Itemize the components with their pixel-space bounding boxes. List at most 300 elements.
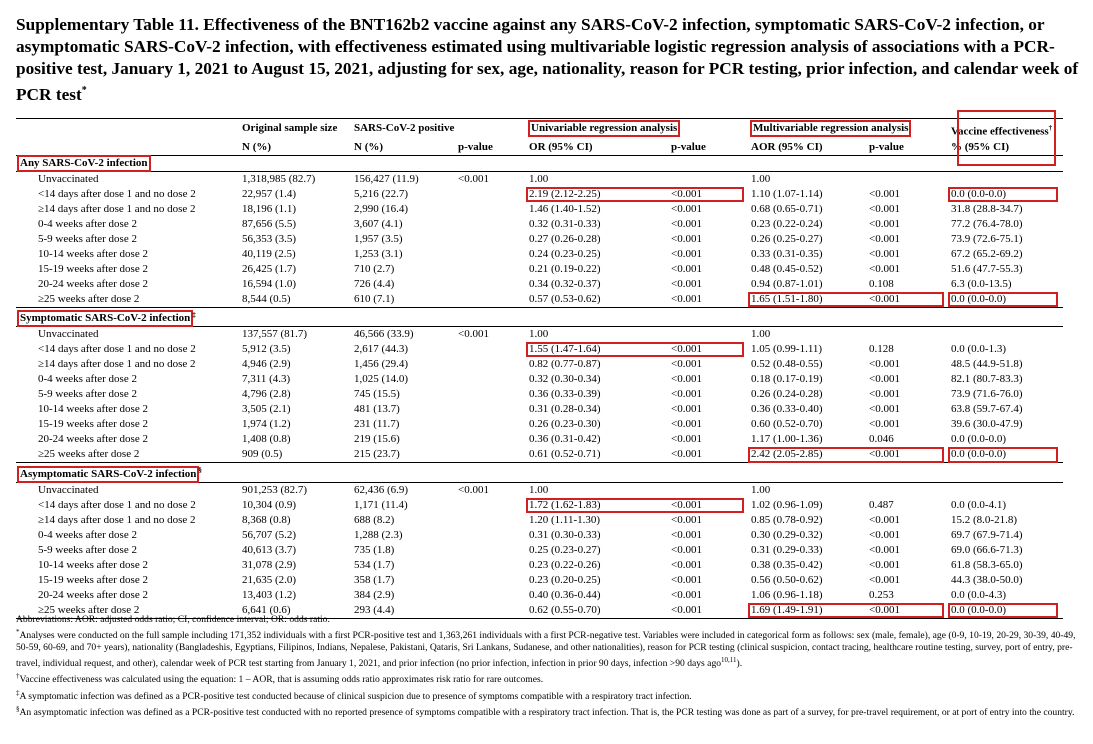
p-value-cell: <0.001 [671,292,702,305]
p-value-cell: <0.001 [869,573,900,586]
highlight-box [526,187,744,202]
subheader-p-value-1: p-value [456,140,527,156]
sample-size-cell: 1,408 (0.8) [242,433,291,446]
p-value-cell: <0.001 [458,328,489,341]
or-cell: 1.00 [529,483,549,496]
positive-cell: 1,288 (2.3) [354,528,403,541]
p-value-cell [456,357,527,372]
p-value-cell: <0.001 [671,498,702,511]
p-value-cell: <0.001 [869,358,900,371]
or-cell: 0.57 (0.53-0.62) [529,292,601,305]
category-cell: Unvaccinated [38,172,99,185]
category-cell: 5-9 weeks after dose 2 [38,543,137,556]
ve-cell: 44.3 (38.0-50.0) [951,573,1023,586]
subheader-p-value-3: p-value [867,140,949,156]
or-cell: 0.21 (0.19-0.22) [529,262,601,275]
p-value-cell [456,513,527,528]
highlight-box [948,292,1058,308]
p-value-cell: <0.001 [869,373,900,386]
p-value-cell [456,387,527,402]
positive-cell: 735 (1.8) [354,543,395,556]
p-value-cell [669,482,749,498]
category-cell: 20-24 weeks after dose 2 [38,588,148,601]
p-value-cell: <0.001 [671,358,702,371]
ve-cell: 63.8 (59.7-67.4) [951,403,1023,416]
subheader-n-percent: N (%) [240,140,352,156]
highlight-box [948,187,1058,202]
header-sars-cov-2-positive: SARS-CoV-2 positive [352,119,527,140]
p-value-cell [456,292,527,308]
or-cell: 1.00 [529,328,549,341]
section-label: Symptomatic SARS-CoV-2 infection [20,312,191,325]
p-value-cell [456,588,527,603]
section-row [16,155,1063,171]
table-row [16,402,1063,417]
positive-cell: 62,436 (6.9) [354,483,409,496]
category-cell: ≥25 weeks after dose 2 [38,448,140,461]
p-value-cell: <0.001 [671,262,702,275]
ve-cell: 6.3 (0.0-13.5) [951,277,1012,290]
p-value-cell [456,232,527,247]
p-value-cell: <0.001 [869,403,900,416]
header-blank [16,119,240,140]
positive-cell: 215 (23.7) [354,448,400,461]
category-cell: ≥14 days after dose 1 and no dose 2 [38,358,196,371]
aor-cell: 0.48 (0.45-0.52) [751,262,823,275]
sample-size-cell: 21,635 (2.0) [242,573,297,586]
multivariable-highlight: Multivariable regression analysis [753,122,909,134]
positive-cell: 3,607 (4.1) [354,217,403,230]
p-value-cell [456,447,527,463]
p-value-cell [867,482,949,498]
ve-cell: 73.9 (71.6-76.0) [951,388,1023,401]
positive-cell: 1,025 (14.0) [354,373,409,386]
p-value-cell: <0.001 [671,433,702,446]
aor-cell: 0.56 (0.50-0.62) [751,573,823,586]
highlight-box [526,342,744,357]
category-cell: <14 days after dose 1 and no dose 2 [38,498,196,511]
p-value-cell: <0.001 [869,543,900,556]
aor-cell: 0.36 (0.33-0.40) [751,403,823,416]
p-value-cell: <0.001 [671,373,702,386]
sample-size-cell: 87,656 (5.5) [242,217,297,230]
p-value-cell [456,528,527,543]
p-value-cell [867,171,949,187]
positive-cell: 2,617 (44.3) [354,343,409,356]
aor-cell: 0.52 (0.48-0.55) [751,358,823,371]
aor-cell: 0.68 (0.65-0.71) [751,202,823,215]
or-cell: 0.34 (0.32-0.37) [529,277,601,290]
univariable-highlight: Univariable regression analysis [531,122,678,134]
table-row [16,513,1063,528]
p-value-cell: <0.001 [458,483,489,496]
p-value-cell: <0.001 [869,513,900,526]
p-value-cell: <0.001 [669,603,749,619]
p-value-cell [456,573,527,588]
category-cell: 10-14 weeks after dose 2 [38,403,148,416]
aor-cell: 0.38 (0.35-0.42) [751,558,823,571]
p-value-cell [456,342,527,357]
aor-cell: 0.18 (0.17-0.19) [751,373,823,386]
p-value-cell: <0.001 [671,513,702,526]
sample-size-cell: 26,425 (1.7) [242,262,297,275]
positive-cell: 688 (8.2) [354,513,395,526]
p-value-cell: <0.001 [671,403,702,416]
p-value-cell [456,247,527,262]
aor-cell: 1.00 [751,172,771,185]
p-value-cell: 0.487 [869,498,894,511]
category-cell: 20-24 weeks after dose 2 [38,433,148,446]
highlight-box [748,292,944,308]
table-row [16,573,1063,588]
p-value-cell: <0.001 [869,187,900,200]
p-value-cell [456,217,527,232]
p-value-cell: <0.001 [867,603,949,619]
p-value-cell [669,171,749,187]
p-value-cell: <0.001 [671,388,702,401]
subheader-positive-n: N (%) [352,140,456,156]
or-cell: 1.00 [529,172,549,185]
sample-size-cell: 56,353 (3.5) [242,232,297,245]
or-cell: 0.32 (0.31-0.33) [529,217,601,230]
positive-cell: 1,253 (3.1) [354,247,403,260]
category-cell: Unvaccinated [38,483,99,496]
p-value-cell: <0.001 [671,232,702,245]
aor-cell: 0.26 (0.25-0.27) [751,232,823,245]
ve-cell: 69.7 (67.9-71.4) [951,528,1023,541]
category-cell: ≥25 weeks after dose 2 [16,603,240,619]
sample-size-cell: 4,946 (2.9) [242,358,291,371]
table-row [16,432,1063,447]
aor-cell: 1.02 (0.96-1.09) [751,498,823,511]
p-value-cell: <0.001 [671,217,702,230]
or-cell: 0.32 (0.30-0.34) [529,373,601,386]
sample-size-cell: 22,957 (1.4) [242,187,297,200]
aor-cell: 0.31 (0.29-0.33) [751,543,823,556]
p-value-cell: <0.001 [869,448,900,461]
positive-cell: 710 (2.7) [354,262,395,275]
ve-cell [949,482,1063,498]
positive-cell: 610 (7.1) [354,292,395,305]
table-row [16,588,1063,603]
or-cell: 0.25 (0.23-0.27) [529,543,601,556]
aor-cell: 0.60 (0.52-0.70) [751,418,823,431]
table-row [16,171,1063,187]
ve-cell: 15.2 (8.0-21.8) [951,513,1018,526]
p-value-cell: <0.001 [671,202,702,215]
category-cell: 0-4 weeks after dose 2 [38,373,137,386]
p-value-cell [456,202,527,217]
positive-cell: 156,427 (11.9) [354,172,419,185]
p-value-cell: <0.001 [458,172,489,185]
category-cell: 5-9 weeks after dose 2 [38,388,137,401]
ve-cell: 69.0 (66.6-71.3) [951,543,1023,556]
or-cell: 1.72 (1.62-1.83) [529,498,601,511]
p-value-cell [456,262,527,277]
p-value-cell [456,543,527,558]
footnotes [16,614,1076,719]
aor-cell: 0.30 (0.29-0.32) [751,528,823,541]
p-value-cell [456,372,527,387]
ve-cell: 67.2 (65.2-69.2) [951,247,1023,260]
p-value-cell: 0.108 [869,277,894,290]
table-row [16,262,1063,277]
p-value-cell: <0.001 [671,277,702,290]
table-row [16,217,1063,232]
sample-size-cell: 40,119 (2.5) [242,247,296,260]
positive-cell: 2,990 (16.4) [354,202,409,215]
p-value-cell: 0.046 [869,433,894,446]
or-cell: 0.62 (0.55-0.70) [527,603,669,619]
ve-cell: 39.6 (30.0-47.9) [951,418,1023,431]
p-value-cell: <0.001 [869,558,900,571]
p-value-cell [456,432,527,447]
or-cell: 0.31 (0.30-0.33) [529,528,601,541]
p-value-cell [669,327,749,343]
sample-size-cell: 10,304 (0.9) [242,498,297,511]
aor-cell: 0.23 (0.22-0.24) [751,217,823,230]
table-row [16,417,1063,432]
header-original-sample-size: Original sample size [240,119,352,140]
table-row [16,357,1063,372]
p-value-cell: <0.001 [671,418,702,431]
table-row [16,327,1063,343]
table-row [16,232,1063,247]
ve-cell: 0.0 (0.0-0.0) [951,292,1007,305]
positive-cell: 358 (1.7) [354,573,395,586]
aor-cell: 1.00 [751,483,771,496]
subheader-p-value-2: p-value [669,140,749,156]
p-value-cell: <0.001 [869,292,900,305]
p-value-cell: <0.001 [671,558,702,571]
p-value-cell [456,187,527,202]
positive-cell: 293 (4.4) [352,603,456,619]
section-row: Symptomatic SARS-CoV-2 infection ‡ [16,307,1063,327]
or-cell: 0.24 (0.23-0.25) [529,247,601,260]
highlight-box [748,603,944,619]
ve-cell: 0.0 (0.0-4.1) [951,498,1007,511]
sample-size-cell: 909 (0.5) [242,448,283,461]
category-cell: 15-19 weeks after dose 2 [38,418,148,431]
ve-cell: 0.0 (0.0-4.3) [951,588,1007,601]
footnote-section: §An asymptomatic infection was defined as a PCR-positive test conducted with no reported presence of symptoms compatible with a respiratory tract infection. That is, the PCR testing was done as part of a survey, for pre-travel requirement, or at port of entry into the country. [16,704,1075,718]
highlight-box [948,603,1058,619]
header-univariable [527,119,749,140]
table-row [16,372,1063,387]
or-cell: 0.23 (0.22-0.26) [529,558,601,571]
sample-size-cell: 7,311 (4.3) [242,373,291,386]
subheader-or: OR (95% CI) [527,140,669,156]
p-value-cell: <0.001 [671,573,702,586]
p-value-cell [456,498,527,513]
sample-size-cell: 16,594 (1.0) [242,277,297,290]
ve-cell: 0.0 (0.0-0.0) [949,603,1063,619]
aor-cell: 1.10 (1.07-1.14) [751,187,823,200]
p-value-cell: <0.001 [671,448,702,461]
ve-cell: 31.8 (28.8-34.7) [951,202,1023,215]
or-cell: 1.55 (1.47-1.64) [529,343,601,356]
sample-size-cell: 8,544 (0.5) [242,292,291,305]
footnote-dagger: †Vaccine effectiveness was calculated using the equation: 1 – AOR, that is assuming odds ratio approximates risk ratio for rare outcomes. [16,672,544,686]
footnote-abbreviations: Abbreviations: AOR: adjusted odds ratio; CI, confidence interval; OR: odds ratio. [16,614,330,625]
aor-cell: 1.05 (0.99-1.11) [751,343,823,356]
p-value-cell [456,402,527,417]
category-cell: 20-24 weeks after dose 2 [38,277,148,290]
category-cell: Unvaccinated [38,328,99,341]
or-cell: 0.40 (0.36-0.44) [529,588,601,601]
table-row [16,482,1063,498]
category-cell: 15-19 weeks after dose 2 [38,573,148,586]
sample-size-cell: 18,196 (1.1) [242,202,297,215]
category-cell: ≥25 weeks after dose 2 [38,292,140,305]
sample-size-cell: 5,912 (3.5) [242,343,291,356]
category-cell: 0-4 weeks after dose 2 [38,217,137,230]
sample-size-cell: 6,641 (0.6) [240,603,352,619]
category-cell: ≥14 days after dose 1 and no dose 2 [38,202,196,215]
table-row [16,543,1063,558]
p-value-cell [456,558,527,573]
sample-size-cell: 13,403 (1.2) [242,588,297,601]
aor-cell: 1.00 [751,328,771,341]
p-value-cell: <0.001 [671,588,702,601]
or-cell: 2.19 (2.12-2.25) [529,187,601,200]
positive-cell: 1,171 (11.4) [354,498,408,511]
ve-cell [949,171,1063,187]
positive-cell: 384 (2.9) [354,588,395,601]
header-vaccine-effectiveness: Vaccine effectiveness† [949,119,1063,140]
ve-cell: 51.6 (47.7-55.3) [951,262,1023,275]
or-cell: 0.26 (0.23-0.30) [529,418,601,431]
aor-cell: 0.33 (0.31-0.35) [751,247,823,260]
p-value-cell: <0.001 [671,543,702,556]
positive-cell: 534 (1.7) [354,558,395,571]
category-cell: ≥14 days after dose 1 and no dose 2 [38,513,196,526]
or-cell: 0.23 (0.20-0.25) [529,573,601,586]
p-value-cell: 0.128 [869,343,894,356]
aor-cell: 1.65 (1.51-1.80) [751,292,823,305]
table-row [16,558,1063,573]
ve-header-highlight-box [957,110,1056,166]
sample-size-cell: 8,368 (0.8) [242,513,291,526]
p-value-cell: <0.001 [671,528,702,541]
highlight-box [526,498,744,513]
p-value-cell: <0.001 [869,388,900,401]
p-value-cell: <0.001 [869,202,900,215]
ve-cell: 0.0 (0.0-1.3) [951,343,1007,356]
ve-cell: 82.1 (80.7-83.3) [951,373,1023,386]
subheader-aor: AOR (95% CI) [749,140,867,156]
p-value-cell [867,327,949,343]
aor-cell: 1.69 (1.49-1.91) [749,603,867,619]
sample-size-cell: 4,796 (2.8) [242,388,291,401]
table-row [16,387,1063,402]
category-cell: 0-4 weeks after dose 2 [38,528,137,541]
subheader-ve: % (95% CI) [949,140,1063,156]
sample-size-cell: 1,318,985 (82.7) [242,172,316,185]
table-row [16,277,1063,292]
highlight-box [948,447,1058,463]
positive-cell: 1,456 (29.4) [354,358,409,371]
aor-cell: 1.17 (1.00-1.36) [751,433,823,446]
p-value-cell: <0.001 [869,217,900,230]
aor-cell: 1.06 (0.96-1.18) [751,588,823,601]
sample-size-cell: 40,613 (3.7) [242,543,297,556]
or-cell: 0.27 (0.26-0.28) [529,232,601,245]
positive-cell: 726 (4.4) [354,277,395,290]
section-label: Any SARS-CoV-2 infection [20,156,148,169]
sample-size-cell: 901,253 (82.7) [242,483,308,496]
ve-cell: 48.5 (44.9-51.8) [951,358,1023,371]
sample-size-cell: 31,078 (2.9) [242,558,297,571]
table-row [16,528,1063,543]
category-cell: 10-14 weeks after dose 2 [38,247,148,260]
ve-cell [949,327,1063,343]
sample-size-cell: 1,974 (1.2) [242,418,291,431]
positive-cell: 745 (15.5) [354,388,400,401]
aor-cell: 0.94 (0.87-1.01) [751,277,823,290]
positive-cell: 46,566 (33.9) [354,328,414,341]
category-cell: <14 days after dose 1 and no dose 2 [38,187,196,200]
aor-cell: 0.26 (0.24-0.28) [751,388,823,401]
p-value-cell: <0.001 [869,262,900,275]
ve-cell: 61.8 (58.3-65.0) [951,558,1023,571]
positive-cell: 219 (15.6) [354,433,400,446]
positive-cell: 1,957 (3.5) [354,232,403,245]
or-cell: 0.36 (0.31-0.42) [529,433,601,446]
p-value-cell: <0.001 [671,343,702,356]
aor-cell: 0.85 (0.78-0.92) [751,513,823,526]
p-value-cell: <0.001 [671,187,702,200]
ve-cell: 73.9 (72.6-75.1) [951,232,1023,245]
or-cell: 0.82 (0.77-0.87) [529,358,601,371]
or-cell: 1.46 (1.40-1.52) [529,202,601,215]
footnote-star: *Analyses were conducted on the full sample including 171,352 individuals with a first PCR-positive test and 1,363,261 individuals with a first PCR-negative test. Variables were included in categorical form as follows: sex (male, female), age (0-9, 10-19, 20-29, 30-39, 40-49, 50-59, 60-69, and 70+ years), nationality (Bangladeshis, Egyptians, Filipinos, Indians, Nepalese, Pakistani, Qataris, Sri Lankans, Sudanese, and other nationalities), reason for PCR testing (clinical suspicion, contact tracing, healthcare routine testing, survey, port of entry, pre-travel, individual request, and other), calendar week of PCR test starting from January 1, 2021, and prior infection (no prior infection, infection in prior 90 days, infection >90 days ago$^{10,11}$). [16,628,1076,670]
or-cell: 0.31 (0.28-0.34) [529,403,601,416]
p-value-cell: <0.001 [869,232,900,245]
p-value-cell [456,277,527,292]
section-label: Asymptomatic SARS-CoV-2 infection [20,467,197,480]
sample-size-cell: 3,505 (2.1) [242,403,291,416]
section-row: Asymptomatic SARS-CoV-2 infection § [16,463,1063,483]
ve-cell: 0.0 (0.0-0.0) [951,433,1007,446]
category-cell: 15-19 weeks after dose 2 [38,262,148,275]
ve-cell: 0.0 (0.0-0.0) [951,187,1007,200]
category-cell: 10-14 weeks after dose 2 [38,558,148,571]
footnote-double-dagger: ‡A symptomatic infection was defined as a PCR-positive test conducted because of clinical suspicion due to presence of symptoms compatible with a respiratory tract infection. [16,688,692,702]
sample-size-cell: 137,557 (81.7) [242,328,308,341]
p-value-cell: 0.253 [869,588,894,601]
highlight-box [748,447,944,463]
sample-size-cell: 56,707 (5.2) [242,528,297,541]
ve-cell: 77.2 (76.4-78.0) [951,217,1023,230]
category-cell: <14 days after dose 1 and no dose 2 [38,343,196,356]
aor-cell: 2.42 (2.05-2.85) [751,448,823,461]
table-row [16,202,1063,217]
header-multivariable [749,119,949,140]
ve-cell: 0.0 (0.0-0.0) [951,448,1007,461]
positive-cell: 481 (13.7) [354,403,400,416]
or-cell: 0.36 (0.33-0.39) [529,388,601,401]
or-cell: 0.61 (0.52-0.71) [529,448,601,461]
positive-cell: 231 (11.7) [354,418,400,431]
p-value-cell: <0.001 [869,418,900,431]
p-value-cell: <0.001 [869,247,900,260]
or-cell: 1.20 (1.11-1.30) [529,513,601,526]
category-cell: 5-9 weeks after dose 2 [38,232,137,245]
table-row [16,247,1063,262]
p-value-cell: <0.001 [869,528,900,541]
page-title: Supplementary Table 11. Effectiveness of the BNT162b2 vaccine against any SARS-CoV-2 infection, symptomatic SARS-CoV-2 infection, or asymptomatic SARS-CoV-2 infection, with effectiveness estimated using multivariable logistic regression analysis of associations with a PCR-positive test, January 1, 2021 to August 15, 2021, adjusting for sex, age, nationality, reason for PCR testing, prior infection, and calendar week of PCR test* [16,15,1079,104]
